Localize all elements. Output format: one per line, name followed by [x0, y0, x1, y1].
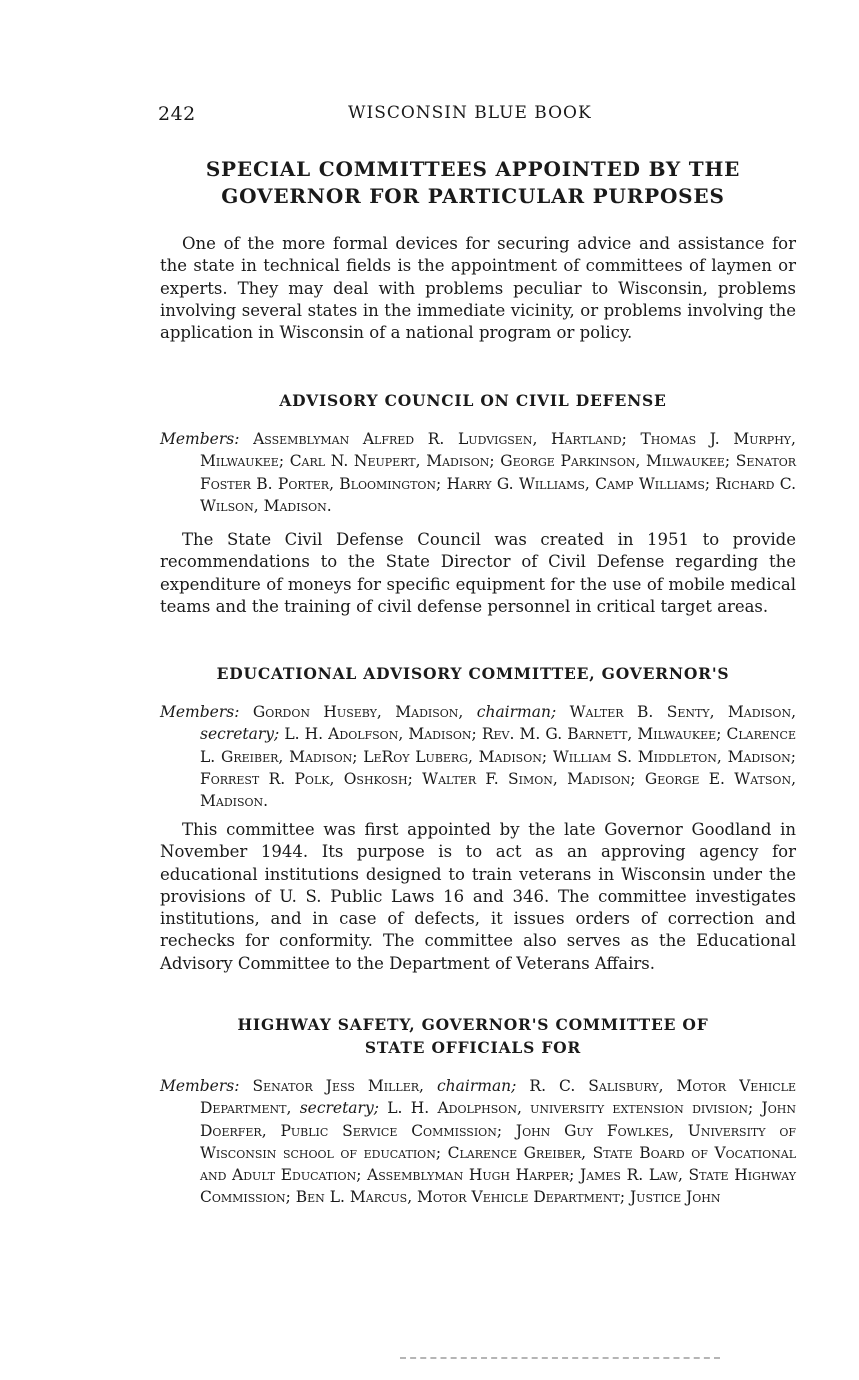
role-chairman: chairman;: [436, 1077, 517, 1095]
members-list-educational: [160, 701, 796, 812]
page-title-line-2: GOVERNOR FOR PARTICULAR PURPOSES: [221, 184, 725, 208]
members-list-civil-defense: [160, 428, 796, 517]
page-number: 242: [158, 103, 196, 125]
section-heading-civil-defense: ADVISORY COUNCIL ON CIVIL DEFENSE: [279, 391, 667, 410]
civil-defense-paragraph: The State Civil Defense Council was created in 1951 to provide recommendations to the State Director of Civil Defense regarding the expenditure of moneys for specific equipment for the use of mobile medical teams and the training of civil defense personnel in critical target areas.: [160, 530, 796, 616]
section-heading-educational: EDUCATIONAL ADVISORY COMMITTEE, GOVERNOR'S: [216, 664, 730, 683]
footer-rule: [400, 1357, 720, 1362]
section-heading-highway-safety: [158, 1013, 788, 1059]
page-title: [158, 156, 788, 210]
page-title-line-1: SPECIAL COMMITTEES APPOINTED BY THE: [205, 157, 741, 181]
members-label: Members:: [160, 1077, 240, 1095]
members-names: Assemblyman Alfred R. Ludvigsen, Hartland; Thomas J. Murphy, Milwaukee; Carl N. Neupert, Madison; George Parkinson, Milwaukee; Senator Foster B. Porter, Bloomington; Harry G. Williams, Camp Williams; Richard C. Wilson, Madison.: [200, 430, 796, 515]
book-title: WISCONSIN BLUE BOOK: [348, 103, 592, 123]
role-secretary: secretary;: [299, 1099, 379, 1118]
educational-paragraph: This committee was first appointed by the late Governor Goodland in November 1944. Its purpose is to act as an approving agency for educational institutions designed to train veterans in Wisconsin under the provisions of U. S. Public Laws 16 and 346. The committee investigates institutions, and in case of defects, it issues orders of correction and rechecks for conformity. The committee also serves as the Educational Advisory Committee to the Department of Veterans Affairs.: [160, 820, 796, 973]
members-label: Members:: [160, 703, 240, 721]
section-heading-line-2: STATE OFFICIALS FOR: [364, 1038, 582, 1057]
members-names-part-1: Senator Jess Miller,: [252, 1077, 437, 1095]
members-label: Members:: [160, 430, 240, 448]
role-secretary: secretary;: [200, 725, 280, 744]
role-chairman: chairman;: [476, 703, 557, 721]
members-list-highway-safety: [160, 1075, 796, 1209]
members-names-part-1: Gordon Huseby, Madison,: [252, 703, 477, 721]
members-names-part-2: R. C. Salisbury, Motor Vehicle Department,: [200, 1077, 796, 1118]
intro-paragraph: One of the more formal devices for securing advice and assistance for the state in technical fields is the appointment of committees of laymen or experts. They may deal with problems peculiar to Wisconsin, problems involving several states in the immediate vicinity, or problems involving the application in Wisconsin of a national program or policy.: [160, 234, 796, 343]
members-names-part-2: Walter B. Senty, Madison,: [556, 703, 796, 721]
section-heading-line-1: HIGHWAY SAFETY, GOVERNOR'S COMMITTEE OF: [237, 1015, 709, 1034]
members-names-part-3: L. H. Adolfson, Madison; Rev. M. G. Barnett, Milwaukee; Clarence L. Greiber, Madison; LeRoy Luberg, Madison; William S. Middleton, Madison; Forrest R. Polk, Oshkosh; Walter F. Simon, Madison; George E. Watson, Madison.: [200, 725, 796, 811]
running-head: [158, 103, 798, 127]
members-names-part-3: L. H. Adolphson, university extension division; John Doerfer, Public Service Commission; John Guy Fowlkes, University of Wisconsin school of education; Clarence Greiber, State Board of Vocational and Adult Education; Assemblyman Hugh Harper; James R. Law, State Highway Commission; Ben L. Marcus, Motor Vehicle Department; Justice John: [200, 1099, 797, 1207]
